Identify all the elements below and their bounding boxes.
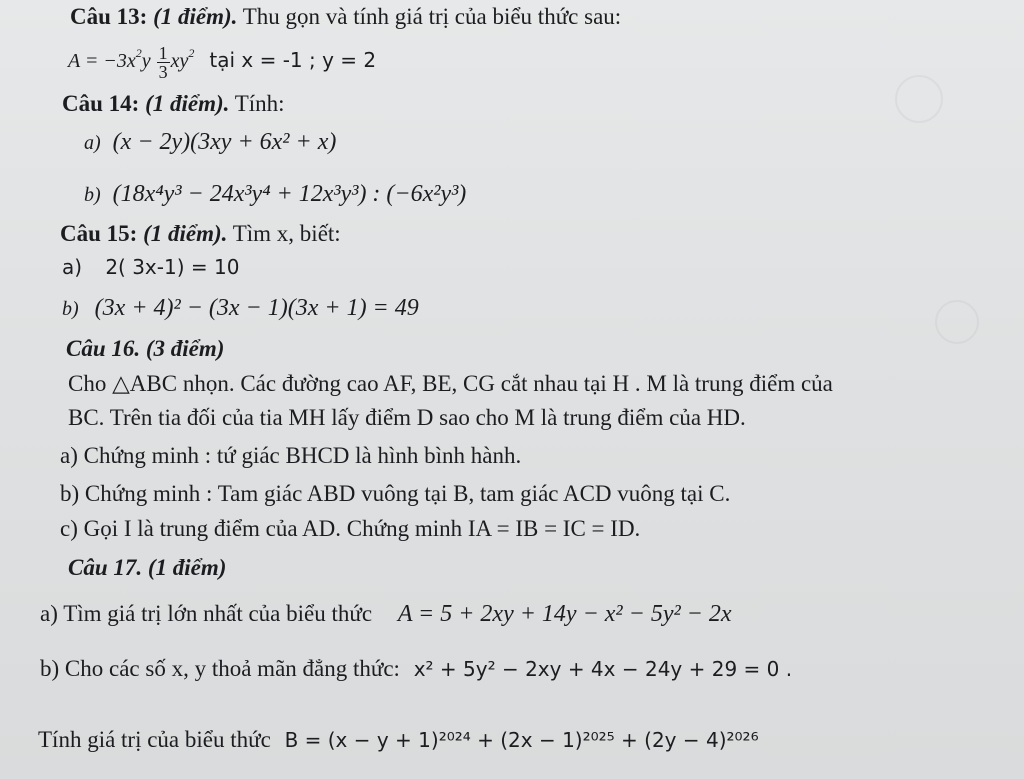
q14-a-expression: (x − 2y)(3xy + 6x² + x) <box>112 129 337 155</box>
q17-b-text: b) Cho các số x, y thoả mãn đẳng thức: <box>40 656 400 681</box>
q13-expr-power-2: 2 <box>188 46 195 61</box>
q17-c-text: Tính giá trị của biểu thức <box>38 727 271 752</box>
bleed-through-mark <box>935 300 979 344</box>
q16-line-1: Cho △ABC nhọn. Các đường cao AF, BE, CG cắt nhau tại H . M là trung điểm của <box>68 371 833 396</box>
q13-text: Thu gọn và tính giá trị của biểu thức sau: <box>242 4 622 29</box>
q15-heading <box>60 220 341 248</box>
q13-expr-power: 2 <box>135 46 142 61</box>
q15-a-expression: 2( 3x-1) = 10 <box>105 255 240 279</box>
q14-a-label: a) <box>84 132 101 154</box>
q13-expr-xy: xy <box>170 50 189 73</box>
q15-title: Câu 15: <box>60 221 138 246</box>
q13-expr-y: y <box>141 50 151 73</box>
q17-a-text: a) Tìm giá trị lớn nhất của biểu thức <box>40 601 373 626</box>
q13-condition: tại x = -1 ; y = 2 <box>209 48 377 73</box>
q15-a-label: a) <box>62 255 83 279</box>
q13-points: (1 điểm). <box>153 4 238 29</box>
q15-b-expression: (3x + 4)² − (3x − 1)(3x + 1) = 49 <box>94 295 419 321</box>
q14-title: Câu 14: <box>62 91 140 116</box>
q17-c-expression: B = (x − y + 1)²⁰²⁴ + (2x − 1)²⁰²⁵ + (2y − 4)²⁰²⁶ <box>284 728 759 752</box>
q16-part-b: b) Chứng minh : Tam giác ABD vuông tại B, tam giác ACD vuông tại C. <box>60 481 731 506</box>
q15-part-b <box>62 294 419 323</box>
q15-points: (1 điểm). <box>143 221 228 246</box>
q13-expression <box>68 44 376 81</box>
q14-b-expression: (18x⁴y³ − 24x³y⁴ + 12x³y³) : (−6x²y³) <box>112 181 467 207</box>
q13-heading <box>70 3 621 31</box>
q14-heading <box>62 90 285 118</box>
q14-b-label: b) <box>84 184 101 206</box>
q14-text: Tính: <box>234 91 285 116</box>
q16-line-2: BC. Trên tia đối của tia MH lấy điểm D sao cho M là trung điểm của HD. <box>68 405 746 430</box>
q14-points: (1 điểm). <box>145 91 230 116</box>
q16-title: Câu 16. (3 điểm) <box>66 336 225 361</box>
q14-part-a <box>84 128 336 157</box>
q13-title: Câu 13: <box>70 4 148 29</box>
q15-b-label: b) <box>62 298 79 320</box>
q17-part-c <box>38 726 759 754</box>
q13-expr-lhs: A = −3x <box>68 50 136 73</box>
q16-part-a: a) Chứng minh : tứ giác BHCD là hình bình hành. <box>60 443 522 468</box>
q17-title: Câu 17. (1 điểm) <box>68 555 227 580</box>
q17-part-b <box>40 655 792 683</box>
q17-a-expression: A = 5 + 2xy + 14y − x² − 5y² − 2x <box>397 601 732 627</box>
q13-fraction <box>157 44 170 81</box>
fraction-numerator: 1 <box>158 43 168 63</box>
q17-b-expression: x² + 5y² − 2xy + 4x − 24y + 29 = 0 . <box>413 657 793 681</box>
q15-part-a <box>62 253 239 281</box>
q14-part-b <box>84 180 466 209</box>
q16-part-c: c) Gọi I là trung điểm của AD. Chứng minh IA = IB = IC = ID. <box>60 516 641 541</box>
q15-text: Tìm x, biết: <box>232 221 341 246</box>
bleed-through-mark <box>895 75 943 123</box>
q17-part-a <box>40 600 732 628</box>
fraction-denominator: 3 <box>158 62 168 82</box>
